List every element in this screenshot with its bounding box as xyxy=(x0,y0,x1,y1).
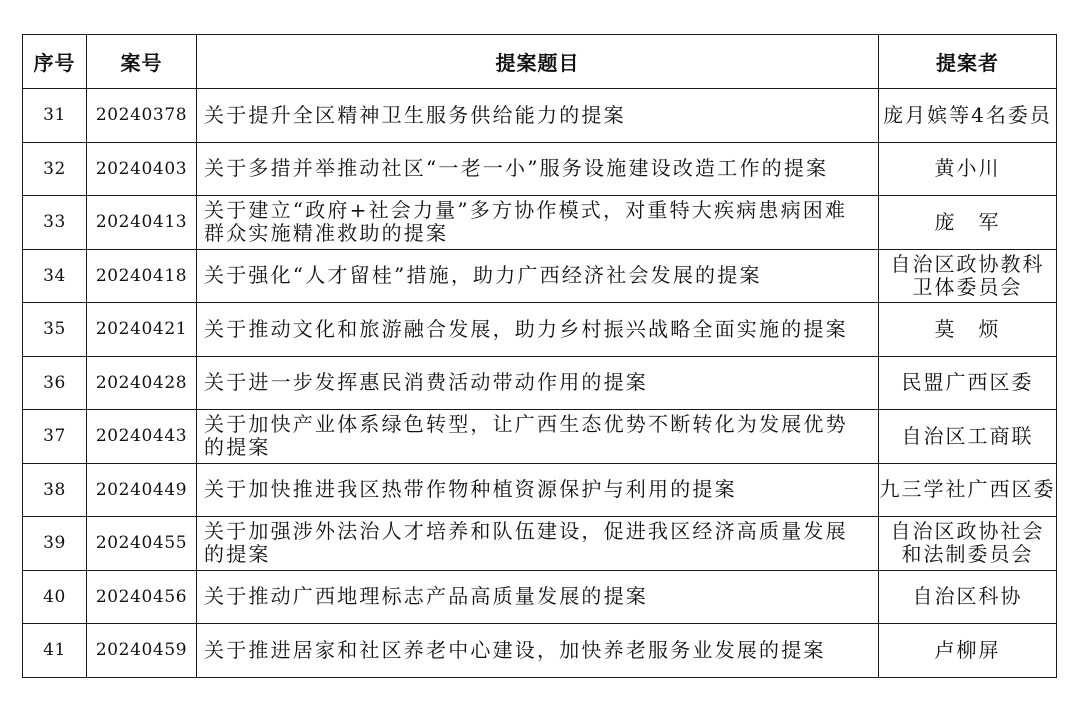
table-row xyxy=(23,624,1057,678)
title-line: 关于加强涉外法治人才培养和队伍建设，促进我区经济高质量发展 xyxy=(204,519,848,544)
proposer-cell xyxy=(879,463,1057,517)
title-cell xyxy=(197,410,879,464)
proposer-cell xyxy=(879,624,1057,678)
proposer-cell xyxy=(879,196,1057,250)
seq-cell: 33 xyxy=(23,196,87,250)
title-cell xyxy=(197,624,879,678)
proposer-line: 自治区政协社会 xyxy=(890,519,1045,544)
case-number-cell: 20240421 xyxy=(87,303,197,357)
seq-cell: 39 xyxy=(23,517,87,571)
header-row xyxy=(23,35,1057,89)
title-line: 关于建立“政府+社会力量”多方协作模式，对重特大疾病患病困难 xyxy=(204,198,848,223)
proposer-line: 自治区工商联 xyxy=(901,423,1034,448)
title-cell xyxy=(197,356,879,410)
table-row xyxy=(23,356,1057,410)
table-row xyxy=(23,196,1057,250)
case-number-cell: 20240428 xyxy=(87,356,197,410)
seq-cell: 31 xyxy=(23,89,87,143)
title-line: 关于多措并举推动社区“一老一小”服务设施建设改造工作的提案 xyxy=(204,156,829,181)
case-number-cell: 20240413 xyxy=(87,196,197,250)
title-cell xyxy=(197,463,879,517)
proposal-table xyxy=(22,34,1057,678)
title-line: 关于推动广西地理标志产品高质量发展的提案 xyxy=(204,584,648,609)
case-number-cell: 20240443 xyxy=(87,410,197,464)
table-row xyxy=(23,89,1057,143)
seq-cell: 37 xyxy=(23,410,87,464)
seq-cell: 32 xyxy=(23,142,87,196)
seq-cell: 41 xyxy=(23,624,87,678)
case-number-cell: 20240418 xyxy=(87,249,197,303)
title-line: 关于推进居家和社区养老中心建设，加快养老服务业发展的提案 xyxy=(204,637,826,662)
title-line: 关于加快产业体系绿色转型，让广西生态优势不断转化为发展优势 xyxy=(204,412,848,437)
proposer-line: 卢柳屏 xyxy=(934,637,1001,662)
header-case-number: 案号 xyxy=(87,35,197,89)
proposer-line: 卫体委员会 xyxy=(912,274,1023,299)
proposer-line: 自治区科协 xyxy=(912,584,1023,609)
table-row xyxy=(23,303,1057,357)
title-line: 的提案 xyxy=(204,435,271,460)
title-cell xyxy=(197,249,879,303)
proposer-cell xyxy=(879,303,1057,357)
proposer-cell xyxy=(879,249,1057,303)
table-header xyxy=(23,35,1057,89)
title-cell xyxy=(197,570,879,624)
proposer-cell xyxy=(879,89,1057,143)
table-row xyxy=(23,517,1057,571)
title-line: 关于加快推进我区热带作物种植资源保护与利用的提案 xyxy=(204,477,737,502)
proposer-cell xyxy=(879,570,1057,624)
header-proposer: 提案者 xyxy=(879,35,1057,89)
table-row xyxy=(23,142,1057,196)
title-cell xyxy=(197,517,879,571)
proposer-line: 和法制委员会 xyxy=(901,542,1034,567)
seq-cell: 35 xyxy=(23,303,87,357)
title-line: 关于强化“人才留桂”措施，助力广西经济社会发展的提案 xyxy=(204,263,762,288)
proposer-cell xyxy=(879,410,1057,464)
title-line: 群众实施精准救助的提案 xyxy=(204,221,449,246)
proposer-line: 莫 烦 xyxy=(934,316,1001,341)
title-line: 关于推动文化和旅游融合发展，助力乡村振兴战略全面实施的提案 xyxy=(204,316,848,341)
proposer-line: 庞月嫔等4名委员 xyxy=(883,102,1052,127)
seq-cell: 38 xyxy=(23,463,87,517)
case-number-cell: 20240449 xyxy=(87,463,197,517)
case-number-cell: 20240459 xyxy=(87,624,197,678)
proposer-line: 民盟广西区委 xyxy=(901,370,1034,395)
proposer-line: 九三学社广西区委 xyxy=(879,477,1056,502)
case-number-cell: 20240403 xyxy=(87,142,197,196)
seq-cell: 34 xyxy=(23,249,87,303)
table-row xyxy=(23,463,1057,517)
header-title: 提案题目 xyxy=(197,35,879,89)
proposer-cell xyxy=(879,142,1057,196)
case-number-cell: 20240455 xyxy=(87,517,197,571)
title-line: 的提案 xyxy=(204,542,271,567)
table-body xyxy=(23,89,1057,678)
title-line: 关于提升全区精神卫生服务供给能力的提案 xyxy=(204,102,626,127)
case-number-cell: 20240456 xyxy=(87,570,197,624)
table-row xyxy=(23,249,1057,303)
title-cell xyxy=(197,142,879,196)
proposer-cell xyxy=(879,517,1057,571)
seq-cell: 36 xyxy=(23,356,87,410)
title-cell xyxy=(197,89,879,143)
proposer-line: 自治区政协教科 xyxy=(890,251,1045,276)
title-cell xyxy=(197,196,879,250)
case-number-cell: 20240378 xyxy=(87,89,197,143)
header-seq: 序号 xyxy=(23,35,87,89)
proposer-line: 黄小川 xyxy=(934,156,1001,181)
title-cell xyxy=(197,303,879,357)
proposer-cell xyxy=(879,356,1057,410)
table-row xyxy=(23,570,1057,624)
proposer-line: 庞 军 xyxy=(934,209,1001,234)
title-line: 关于进一步发挥惠民消费活动带动作用的提案 xyxy=(204,370,648,395)
table-row xyxy=(23,410,1057,464)
seq-cell: 40 xyxy=(23,570,87,624)
